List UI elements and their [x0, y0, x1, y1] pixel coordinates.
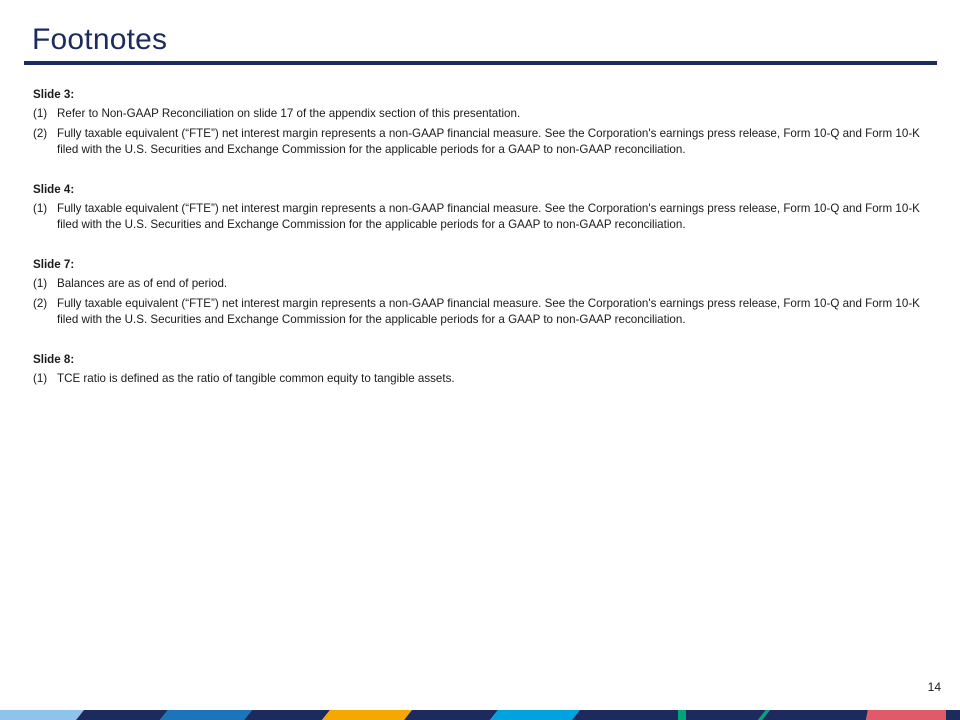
footnote-item: [33, 371, 933, 387]
section-heading: Slide 8:: [33, 353, 75, 366]
page-title: Footnotes: [32, 23, 168, 56]
footnote-item: [33, 201, 933, 233]
footnote-item: [33, 106, 933, 122]
footnote-text: TCE ratio is defined as the ratio of tangible common equity to tangible assets.: [57, 372, 455, 385]
footnote-text: Fully taxable equivalent (“FTE”) net interest margin represents a non-GAAP financial measure. See the Corporation's earnings press release, Form 10-Q and Form 10-K filed with the U.S. Securities and Exchange Commission for the applicable periods for a GAAP to non-GAAP reconciliation.: [57, 202, 920, 231]
footnote-text: Fully taxable equivalent (“FTE”) net interest margin represents a non-GAAP financial measure. See the Corporation's earnings press release, Form 10-Q and Form 10-K filed with the U.S. Securities and Exchange Commission for the applicable periods for a GAAP to non-GAAP reconciliation.: [57, 297, 920, 326]
footnote-number: (1): [33, 107, 48, 120]
footnote-text: Refer to Non-GAAP Reconciliation on slide 17 of the appendix section of this presentation.: [57, 107, 521, 120]
footer-segment-cyan: [490, 710, 580, 720]
footnote-item: [33, 296, 933, 328]
footnote-item: [33, 126, 933, 158]
footnote-section: [33, 179, 933, 233]
footnotes-content: [33, 84, 933, 408]
footer-segment-navy: [946, 710, 960, 720]
footer-color-band: [0, 710, 960, 720]
section-heading: Slide 7:: [33, 258, 75, 271]
footnote-number: (1): [33, 277, 48, 290]
footer-segment-teal: [678, 710, 686, 720]
footnote-text: Fully taxable equivalent (“FTE”) net interest margin represents a non-GAAP financial measure. See the Corporation's earnings press release, Form 10-Q and Form 10-K filed with the U.S. Securities and Exchange Commission for the applicable periods for a GAAP to non-GAAP reconciliation.: [57, 127, 920, 156]
footer-segment-navy: [686, 710, 766, 720]
footnote-item: [33, 276, 933, 292]
footer-segment-gold: [322, 710, 412, 720]
footer-segment-navy: [572, 710, 678, 720]
page-number: 14: [927, 680, 941, 694]
footnote-number: (2): [33, 127, 48, 140]
footnote-section: [33, 349, 933, 387]
section-heading: Slide 3:: [33, 88, 75, 101]
footer-segment-navy: [404, 710, 498, 720]
footer-segment-blue: [160, 710, 252, 720]
footnote-section: [33, 84, 933, 158]
footer-segment-light-blue: [0, 710, 84, 720]
footer-segment-navy: [762, 710, 868, 720]
footnote-text: Balances are as of end of period.: [57, 277, 228, 290]
footer-segment-navy: [76, 710, 168, 720]
footnote-number: (1): [33, 372, 48, 385]
footnote-number: (1): [33, 202, 48, 215]
footnote-number: (2): [33, 297, 48, 310]
footer-segment-navy: [244, 710, 330, 720]
footnote-section: [33, 254, 933, 328]
title-divider: [24, 61, 937, 65]
footer-segment-coral: [866, 710, 946, 720]
section-heading: Slide 4:: [33, 183, 75, 196]
